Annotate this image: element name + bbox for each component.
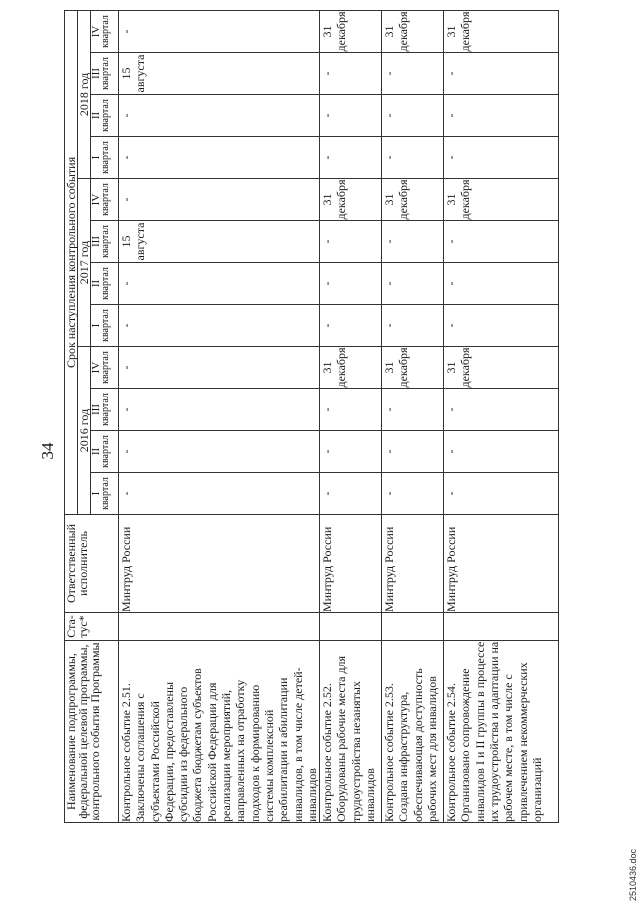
deadline-value: - bbox=[320, 281, 335, 286]
quarter-word: квартал bbox=[100, 141, 111, 174]
header-quarter-2016-4 bbox=[91, 347, 119, 389]
header-quarter-2017-3 bbox=[91, 221, 119, 263]
deadline-value: - bbox=[444, 407, 459, 412]
deadline-value: - bbox=[382, 491, 397, 496]
deadline-value: - bbox=[320, 449, 335, 454]
deadline-value: 31 bbox=[444, 193, 459, 206]
deadline-value: - bbox=[444, 449, 459, 454]
deadline-cell bbox=[320, 53, 382, 95]
quarter-number: IV bbox=[90, 193, 102, 206]
table-row bbox=[382, 10, 444, 822]
header-quarter-2018-3 bbox=[91, 53, 119, 95]
deadline-value: - bbox=[320, 491, 335, 496]
deadline-cell bbox=[444, 10, 559, 52]
deadline-cell bbox=[382, 305, 444, 347]
deadline-month: декабря bbox=[458, 347, 473, 388]
deadline-month: августа bbox=[133, 222, 147, 261]
deadline-cell bbox=[444, 305, 559, 347]
deadline-value: - bbox=[382, 155, 397, 160]
quarter-number: III bbox=[90, 404, 102, 415]
deadline-value: - bbox=[444, 71, 459, 76]
quarter-number: I bbox=[90, 323, 102, 328]
deadline-value: - bbox=[119, 155, 133, 160]
quarter-number: I bbox=[90, 155, 102, 160]
deadline-cell bbox=[119, 137, 320, 179]
deadline-value: - bbox=[320, 155, 335, 160]
deadline-cell bbox=[119, 95, 320, 137]
quarter-word: квартал bbox=[100, 309, 111, 342]
deadline-cell bbox=[119, 473, 320, 515]
quarter-word: квартал bbox=[100, 15, 111, 48]
deadline-cell bbox=[320, 221, 382, 263]
quarter-word: квартал bbox=[100, 351, 111, 384]
quarter-number: II bbox=[90, 447, 102, 456]
deadline-value: - bbox=[444, 281, 459, 286]
deadline-value: - bbox=[119, 491, 133, 496]
deadline-cell bbox=[382, 221, 444, 263]
quarter-number: II bbox=[90, 111, 102, 120]
header-quarter-2018-1 bbox=[91, 137, 119, 179]
deadline-cell bbox=[320, 305, 382, 347]
deadline-cell bbox=[320, 137, 382, 179]
deadline-cell bbox=[444, 137, 559, 179]
responsible-executor: Минтруд России bbox=[444, 515, 559, 613]
deadline-cell bbox=[444, 221, 559, 263]
header-name: Наименование подпрограммы, федеральной целевой программы, контрольного события Программы bbox=[65, 641, 119, 823]
deadline-cell bbox=[444, 53, 559, 95]
table-row bbox=[320, 10, 382, 822]
quarter-number: I bbox=[90, 491, 102, 496]
deadline-value: - bbox=[444, 239, 459, 244]
deadline-month: декабря bbox=[334, 347, 349, 388]
deadline-value: - bbox=[119, 29, 133, 34]
deadline-cell bbox=[444, 431, 559, 473]
deadline-value: 31 bbox=[382, 361, 397, 374]
deadline-cell bbox=[382, 389, 444, 431]
quarter-number: III bbox=[90, 68, 102, 79]
deadline-cell bbox=[320, 10, 382, 52]
deadline-month: декабря bbox=[396, 11, 411, 52]
deadline-value: - bbox=[382, 239, 397, 244]
deadline-cell bbox=[382, 179, 444, 221]
deadline-cell bbox=[444, 95, 559, 137]
header-executor: Ответственный исполнитель bbox=[65, 515, 119, 613]
header-quarter-2016-2 bbox=[91, 431, 119, 473]
deadline-value: - bbox=[320, 407, 335, 412]
deadline-value: 15 bbox=[119, 235, 133, 248]
deadline-value: - bbox=[444, 155, 459, 160]
status-cell bbox=[320, 613, 382, 641]
deadline-month: декабря bbox=[396, 179, 411, 220]
deadline-cell bbox=[119, 263, 320, 305]
responsible-executor: Минтруд России bbox=[382, 515, 444, 613]
quarter-number: II bbox=[90, 279, 102, 288]
header-deadline-group: Срок наступления контрольного события bbox=[65, 10, 78, 514]
deadline-cell bbox=[444, 347, 559, 389]
deadline-value: - bbox=[119, 197, 133, 202]
deadline-value: 31 bbox=[444, 361, 459, 374]
quarter-word: квартал bbox=[100, 477, 111, 510]
header-status: Ста-тус* bbox=[65, 613, 119, 641]
header-quarter-2018-2 bbox=[91, 95, 119, 137]
deadline-cell bbox=[382, 137, 444, 179]
quarter-word: квартал bbox=[100, 225, 111, 258]
status-cell bbox=[119, 613, 320, 641]
deadline-value: 31 bbox=[382, 25, 397, 38]
deadline-month: декабря bbox=[396, 347, 411, 388]
header-quarter-2017-1 bbox=[91, 305, 119, 347]
deadline-value: - bbox=[119, 323, 133, 328]
deadline-month: декабря bbox=[334, 11, 349, 52]
document-code: 2510436.doc bbox=[628, 848, 638, 901]
deadline-value: 31 bbox=[444, 25, 459, 38]
control-event-name: Контрольное событие 2.54. Организовано сопровождение инвалидов I и II группы в процессе их трудоустройства и адаптации на рабочем месте, в том числе с привлечением некоммерческих организаций bbox=[444, 641, 559, 823]
deadline-value: - bbox=[119, 113, 133, 118]
deadline-value: - bbox=[382, 71, 397, 76]
control-event-name: Контрольное событие 2.53. Создана инфраструктура, обеспечивающая доступность рабочих мест для инвалидов bbox=[382, 641, 444, 823]
deadline-month: декабря bbox=[334, 179, 349, 220]
deadline-value: - bbox=[382, 449, 397, 454]
header-year-2018: 2018 год bbox=[78, 10, 91, 178]
deadline-cell bbox=[382, 431, 444, 473]
deadline-value: 31 bbox=[320, 193, 335, 206]
quarter-word: квартал bbox=[100, 99, 111, 132]
deadline-cell bbox=[320, 263, 382, 305]
header-year-2017: 2017 год bbox=[78, 179, 91, 347]
deadline-value: - bbox=[119, 365, 133, 370]
deadline-value: - bbox=[320, 239, 335, 244]
header-quarter-2016-3 bbox=[91, 389, 119, 431]
table-row bbox=[444, 10, 559, 822]
deadline-value: - bbox=[382, 113, 397, 118]
deadline-value: - bbox=[382, 281, 397, 286]
deadline-cell bbox=[119, 305, 320, 347]
deadline-value: - bbox=[444, 113, 459, 118]
quarter-word: квартал bbox=[100, 57, 111, 90]
deadline-cell bbox=[444, 389, 559, 431]
status-cell bbox=[444, 613, 559, 641]
quarter-word: квартал bbox=[100, 267, 111, 300]
deadline-cell bbox=[444, 473, 559, 515]
deadline-cell bbox=[119, 347, 320, 389]
deadline-cell bbox=[119, 53, 320, 95]
deadline-value: - bbox=[320, 113, 335, 118]
deadline-value: - bbox=[444, 323, 459, 328]
deadline-cell bbox=[119, 389, 320, 431]
deadline-cell bbox=[320, 431, 382, 473]
quarter-number: IV bbox=[90, 361, 102, 374]
deadline-value: - bbox=[382, 407, 397, 412]
deadline-cell bbox=[382, 473, 444, 515]
deadline-value: 31 bbox=[382, 193, 397, 206]
quarter-word: квартал bbox=[100, 435, 111, 468]
deadline-cell bbox=[320, 473, 382, 515]
header-quarter-2016-1 bbox=[91, 473, 119, 515]
deadline-value: 31 bbox=[320, 25, 335, 38]
control-events-table bbox=[64, 11, 604, 823]
header-year-2016: 2016 год bbox=[78, 347, 91, 515]
deadline-value: - bbox=[320, 71, 335, 76]
quarter-word: квартал bbox=[100, 393, 111, 426]
deadline-month: декабря bbox=[458, 179, 473, 220]
deadline-cell bbox=[382, 53, 444, 95]
deadline-cell bbox=[119, 431, 320, 473]
deadline-value: - bbox=[444, 491, 459, 496]
deadline-cell bbox=[320, 389, 382, 431]
deadline-value: - bbox=[119, 407, 133, 412]
deadline-cell bbox=[119, 10, 320, 52]
deadline-cell bbox=[382, 95, 444, 137]
control-event-name: Контрольное событие 2.52. Оборудованы рабочие места для трудоустройства незанятых инвалидов bbox=[320, 641, 382, 823]
status-cell bbox=[382, 613, 444, 641]
quarter-number: III bbox=[90, 236, 102, 247]
deadline-month: августа bbox=[133, 54, 147, 93]
deadline-cell bbox=[382, 347, 444, 389]
deadline-cell bbox=[119, 179, 320, 221]
header-quarter-2017-2 bbox=[91, 263, 119, 305]
header-quarter-2017-4 bbox=[91, 179, 119, 221]
deadline-cell bbox=[382, 263, 444, 305]
control-event-name: Контрольное событие 2.51. Заключены соглашения с субъектами Российской Федерации, предоставлены субсидии из федерального бюджета бюджетам субъектов Российской Федерации для реализации мероприятий, направленных на отработку подходов к формированию системы комплексной реабилитации и абилитации инвалидов, в том числе детей-инвалидов bbox=[119, 641, 320, 823]
deadline-cell bbox=[382, 10, 444, 52]
deadline-cell bbox=[444, 263, 559, 305]
quarter-number: IV bbox=[90, 25, 102, 38]
deadline-month: декабря bbox=[458, 11, 473, 52]
deadline-cell bbox=[320, 179, 382, 221]
responsible-executor: Минтруд России bbox=[320, 515, 382, 613]
responsible-executor: Минтруд России bbox=[119, 515, 320, 613]
deadline-cell bbox=[320, 347, 382, 389]
deadline-value: 15 bbox=[119, 67, 133, 80]
deadline-value: - bbox=[119, 449, 133, 454]
deadline-value: - bbox=[382, 323, 397, 328]
deadline-value: - bbox=[320, 323, 335, 328]
deadline-value: 31 bbox=[320, 361, 335, 374]
page-number: 34 bbox=[38, 442, 57, 460]
quarter-word: квартал bbox=[100, 183, 111, 216]
deadline-cell bbox=[320, 95, 382, 137]
deadline-value: - bbox=[119, 281, 133, 286]
table-row bbox=[119, 10, 320, 822]
deadline-cell bbox=[119, 221, 320, 263]
deadline-cell bbox=[444, 179, 559, 221]
header-quarter-2018-4 bbox=[91, 10, 119, 52]
